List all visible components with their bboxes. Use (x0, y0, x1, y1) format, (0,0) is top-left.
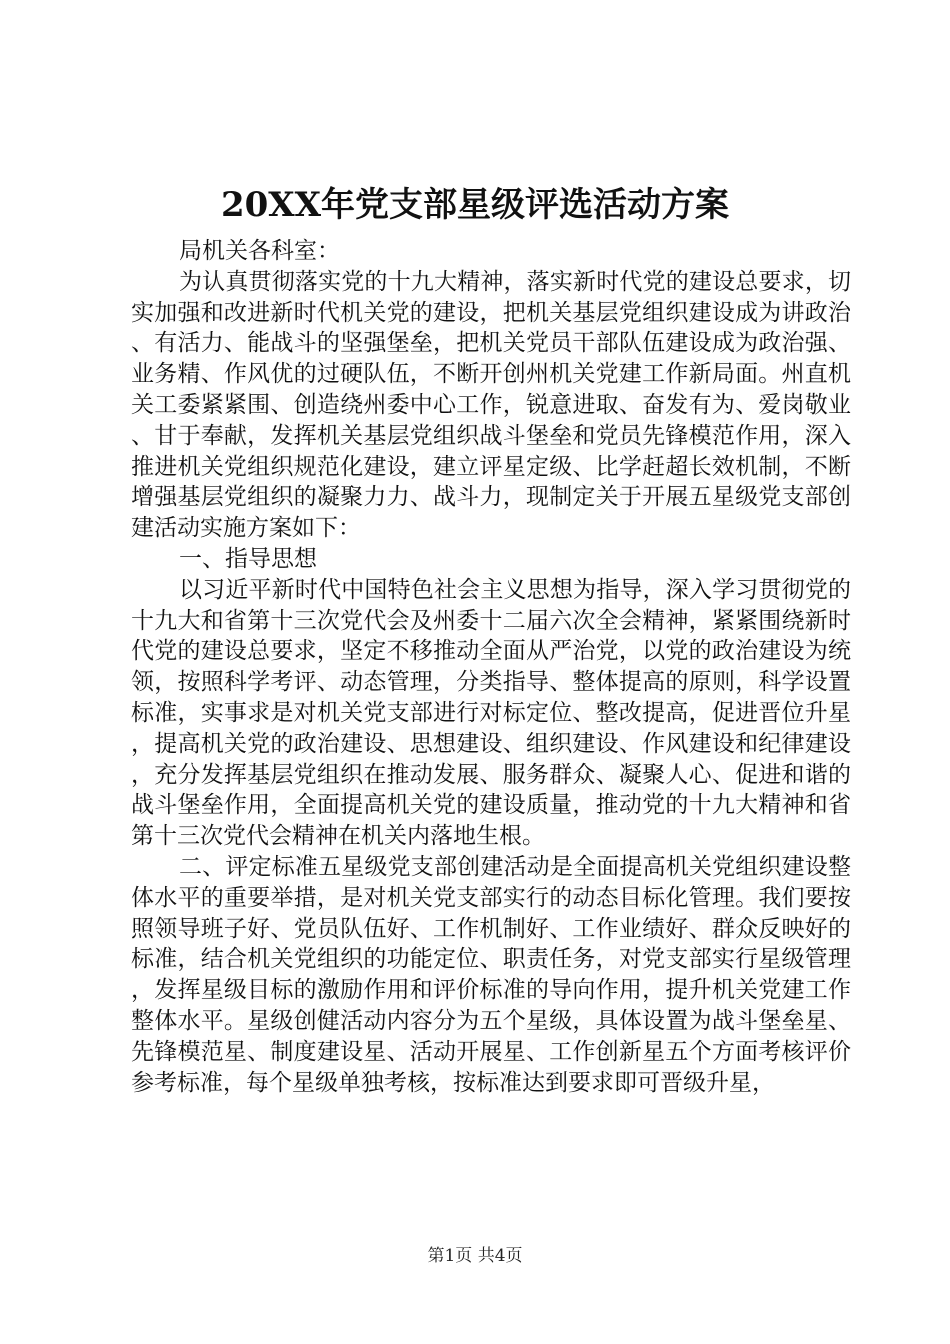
page-number-footer: 第1页 共4页 (427, 1246, 523, 1266)
paragraph-guiding-ideology: 以习近平新时代中国特色社会主义思想为指导，深入学习贯彻党的十九大和省第十三次党代会及州委十二届六次全会精神，紧紧围绕新时代党的建设总要求，坚定不移推动全面从严治党，以党的政治建设为统领，按照科学考评、动态管理，分类指导、整体提高的原则，科学设置标准，实事求是对机关党支部进行对标定位、整改提高，促进晋位升星，提高机关党的政治建设、思想建设、组织建设、作风建设和纪律建设，充分发挥基层党组织在推动发展、服务群众、凝聚人心、促进和谐的战斗堡垒作用，全面提高机关党的建设质量，推动党的十九大精神和省第十三次党代会精神在机关内落地生根。 (131, 576, 851, 850)
document-title: 20XX年党支部星级评选活动方案 (220, 185, 730, 225)
section-heading-guiding-ideology: 一、指导思想 (179, 545, 317, 572)
paragraph-intro: 为认真贯彻落实党的十九大精神，落实新时代党的建设总要求，切实加强和改进新时代机关党的建设，把机关基层党组织建设成为讲政治、有活力、能战斗的坚强堡垒，把机关党员干部队伍建设成为政治强、业务精、作风优的过硬队伍，不断开创州机关党建工作新局面。州直机关工委紧紧围、创造绕州委中心工作，锐意进取、奋发有为、爱岗敬业、甘于奉献，发挥机关基层党组织战斗堡垒和党员先锋模范作用，深入推进机关党组织规范化建设，建立评星定级、比学赶超长效机制，不断增强基层党组织的凝聚力力、战斗力，现制定关于开展五星级党支部创建活动实施方案如下： (131, 268, 851, 542)
salutation: 局机关各科室： (179, 238, 340, 264)
paragraph-evaluation-standards: 二、评定标准五星级党支部创建活动是全面提高机关党组织建设整体水平的重要举措，是对机关党支部实行的动态目标化管理。我们要按照领导班子好、党员队伍好、工作机制好、工作业绩好、群众反映好的标准，结合机关党组织的功能定位、职责任务，对党支部实行星级管理，发挥星级目标的激励作用和评价标准的导向作用，提升机关党建工作整体水平。星级创健活动内容分为五个星级，具体设置为战斗堡垒星、先锋模范星、制度建设星、活动开展星、工作创新星五个方面考核评价参考标准，每个星级单独考核，按标准达到要求即可晋级升星， (131, 853, 851, 1096)
document-body (131, 236, 851, 1098)
